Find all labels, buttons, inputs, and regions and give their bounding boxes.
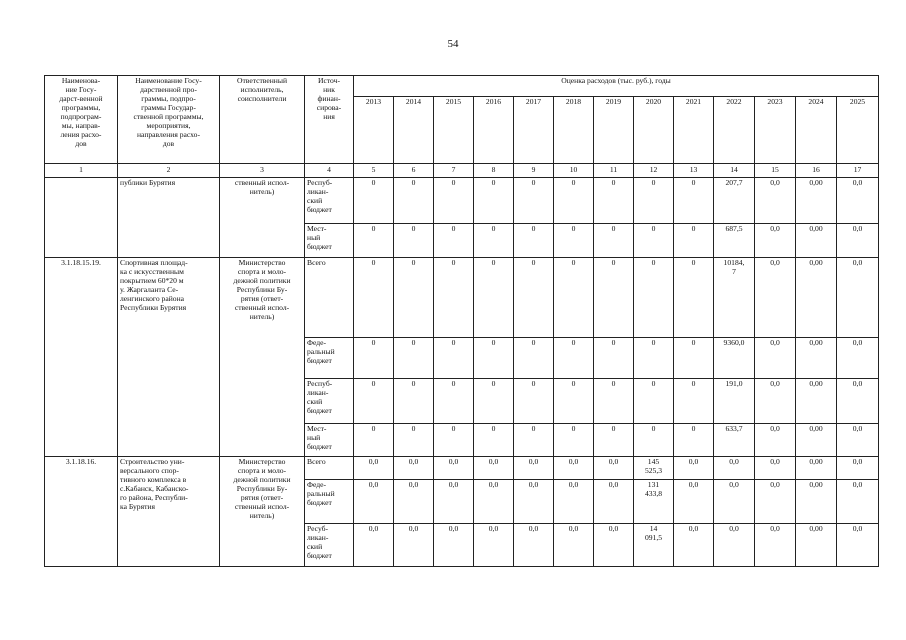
expense-value: 0	[554, 178, 594, 224]
expense-value: 0	[514, 338, 554, 379]
column-number: 10	[554, 164, 594, 178]
expense-value: 0,0	[837, 224, 879, 258]
expense-value: 0,0	[714, 457, 755, 480]
row-funding-source: Респуб- ликан- ский бюджет	[305, 379, 354, 424]
column-number: 2	[118, 164, 220, 178]
column-number: 14	[714, 164, 755, 178]
expense-value: 207,7	[714, 178, 755, 224]
table-row	[45, 258, 879, 338]
expense-value: 0,0	[434, 480, 474, 524]
column-number: 16	[796, 164, 837, 178]
expense-value: 0	[514, 258, 554, 338]
expense-value: 0	[634, 258, 674, 338]
expense-value: 0	[434, 178, 474, 224]
table-row	[45, 178, 879, 224]
expense-value: 0,0	[514, 457, 554, 480]
expense-value: 0,0	[594, 457, 634, 480]
expense-value: 0,0	[837, 424, 879, 457]
expense-value: 0	[514, 178, 554, 224]
expense-value: 9360,0	[714, 338, 755, 379]
column-number-row	[45, 164, 879, 178]
expense-value: 0	[434, 338, 474, 379]
expense-value: 0,0	[474, 457, 514, 480]
expense-value: 0	[394, 379, 434, 424]
row-measure-name: Спортивная площад- ка с искусственным покрытием 60*20 м у. Жаргаланта Се- ленгинского района Республики Бурятия	[118, 258, 220, 457]
expense-value: 0,0	[434, 457, 474, 480]
row-funding-source: Респуб- ликан- ский бюджет	[305, 178, 354, 224]
column-number: 15	[755, 164, 796, 178]
expense-value: 0	[674, 379, 714, 424]
row-measure-name: публики Бурятия	[118, 178, 220, 258]
column-number: 6	[394, 164, 434, 178]
page-number: 54	[447, 38, 459, 50]
expense-value: 0	[354, 338, 394, 379]
expense-value: 0	[634, 178, 674, 224]
budget-table	[44, 75, 879, 567]
row-code: 3.1.18.15.19.	[45, 258, 118, 457]
expense-value: 0,00	[796, 379, 837, 424]
expense-value: 0	[674, 424, 714, 457]
expense-value: 0	[394, 338, 434, 379]
expense-value: 0	[434, 379, 474, 424]
expense-value: 0	[674, 338, 714, 379]
expense-value: 0	[594, 424, 634, 457]
row-funding-source: Феде- ральный бюджет	[305, 480, 354, 524]
header-year: 2025	[837, 97, 879, 164]
header-year: 2019	[594, 97, 634, 164]
expense-value: 0,0	[837, 258, 879, 338]
header-year: 2021	[674, 97, 714, 164]
expense-value: 0	[674, 178, 714, 224]
expense-value: 633,7	[714, 424, 755, 457]
expense-value: 0	[434, 258, 474, 338]
column-number: 4	[305, 164, 354, 178]
expense-value: 0,0	[674, 524, 714, 567]
expense-value: 0	[474, 338, 514, 379]
expense-value: 0,0	[594, 524, 634, 567]
expense-value: 0,0	[474, 480, 514, 524]
expense-value: 0,0	[837, 338, 879, 379]
expense-value: 0,0	[755, 424, 796, 457]
column-number: 17	[837, 164, 879, 178]
row-funding-source: Всего	[305, 457, 354, 480]
expense-value: 0,0	[755, 178, 796, 224]
column-number: 7	[434, 164, 474, 178]
expense-value: 0,0	[837, 178, 879, 224]
expense-value: 0	[514, 224, 554, 258]
expense-value: 0	[474, 178, 514, 224]
row-executor: Министерство спорта и моло- дежной политики Республики Бу- рятия (ответ- ственный испол- нитель)	[220, 258, 305, 457]
expense-value: 0,0	[755, 224, 796, 258]
expense-value: 0	[354, 178, 394, 224]
header-estimate: Оценка расходов (тыс. руб.), годы	[354, 76, 879, 97]
expense-value: 0	[394, 178, 434, 224]
row-measure-name: Строительство уни- версального спор- тивного комплекса в с.Кабанск, Кабанско- го района, Республи- ка Бурятия	[118, 457, 220, 567]
expense-value: 0,0	[354, 480, 394, 524]
expense-value: 0,0	[837, 524, 879, 567]
row-funding-source: Всего	[305, 258, 354, 338]
expense-value: 0	[394, 224, 434, 258]
expense-value: 0	[554, 379, 594, 424]
row-funding-source: Ресуб- ликан- ский бюджет	[305, 524, 354, 567]
expense-value: 0,0	[755, 524, 796, 567]
expense-value: 0	[434, 424, 474, 457]
expense-value: 145 525,3	[634, 457, 674, 480]
expense-value: 0	[634, 424, 674, 457]
expense-value: 14 091,5	[634, 524, 674, 567]
expense-value: 0,0	[837, 457, 879, 480]
expense-value: 0	[554, 424, 594, 457]
header-year: 2016	[474, 97, 514, 164]
expense-value: 0	[674, 258, 714, 338]
column-number: 13	[674, 164, 714, 178]
expense-value: 0,0	[554, 457, 594, 480]
row-executor: Министерство спорта и моло- дежной политики Республики Бу- рятия (ответ- ственный испол- нитель)	[220, 457, 305, 567]
expense-value: 0,0	[354, 524, 394, 567]
expense-value: 10184, 7	[714, 258, 755, 338]
expense-value: 0,0	[394, 524, 434, 567]
row-code: 3.1.18.16.	[45, 457, 118, 567]
expense-value: 0	[594, 379, 634, 424]
expense-value: 0	[354, 424, 394, 457]
table-row	[45, 457, 879, 480]
expense-value: 0	[634, 224, 674, 258]
expense-value: 0,0	[474, 524, 514, 567]
expense-value: 0,0	[394, 480, 434, 524]
row-executor: ственный испол- нитель)	[220, 178, 305, 258]
expense-value: 0,0	[755, 379, 796, 424]
expense-value: 0	[434, 224, 474, 258]
header-year: 2014	[394, 97, 434, 164]
expense-value: 131 433,8	[634, 480, 674, 524]
expense-value: 0,0	[755, 338, 796, 379]
header-funding-source: Источ- ник финан- сирова- ния	[305, 76, 354, 164]
expense-value: 0	[394, 424, 434, 457]
column-number: 9	[514, 164, 554, 178]
expense-value: 0	[554, 258, 594, 338]
expense-value: 0,00	[796, 338, 837, 379]
expense-value: 0	[474, 379, 514, 424]
header-year: 2013	[354, 97, 394, 164]
header-year: 2017	[514, 97, 554, 164]
column-number: 5	[354, 164, 394, 178]
header-year: 2018	[554, 97, 594, 164]
row-funding-source: Феде- ральный бюджет	[305, 338, 354, 379]
expense-value: 0	[594, 258, 634, 338]
expense-value: 0	[634, 338, 674, 379]
expense-value: 0	[514, 379, 554, 424]
expense-value: 0	[354, 258, 394, 338]
expense-value: 191,0	[714, 379, 755, 424]
expense-value: 0,0	[714, 524, 755, 567]
header-year: 2020	[634, 97, 674, 164]
expense-value: 0	[474, 224, 514, 258]
expense-value: 0,00	[796, 457, 837, 480]
expense-value: 0,0	[594, 480, 634, 524]
expense-value: 0	[554, 224, 594, 258]
expense-value: 0,0	[554, 480, 594, 524]
expense-value: 0	[554, 338, 594, 379]
header-executor: Ответственный исполнитель, соисполнители	[220, 76, 305, 164]
expense-value: 0	[594, 224, 634, 258]
row-funding-source: Мест- ный бюджет	[305, 224, 354, 258]
expense-value: 0,0	[755, 457, 796, 480]
header-year: 2024	[796, 97, 837, 164]
expense-value: 0,0	[714, 480, 755, 524]
column-number: 3	[220, 164, 305, 178]
expense-value: 0,00	[796, 178, 837, 224]
header-measure-name: Наименование Госу- дарственной про- граммы, подпро- граммы Государ- ственной программы, мероприятия, направления расхо- дов	[118, 76, 220, 164]
header-program-name: Наименова- ние Госу- дарст-венной программы, подпрограм- мы, направ- ления расхо- дов	[45, 76, 118, 164]
row-funding-source: Мест- ный бюджет	[305, 424, 354, 457]
expense-value: 0,00	[796, 258, 837, 338]
expense-value: 0,0	[837, 379, 879, 424]
header-year: 2022	[714, 97, 755, 164]
row-code	[45, 178, 118, 258]
expense-value: 0,00	[796, 524, 837, 567]
expense-value: 0	[634, 379, 674, 424]
expense-value: 0	[394, 258, 434, 338]
column-number: 1	[45, 164, 118, 178]
expense-value: 0,0	[837, 480, 879, 524]
expense-value: 0	[514, 424, 554, 457]
expense-value: 0	[594, 338, 634, 379]
column-number: 8	[474, 164, 514, 178]
expense-value: 0	[594, 178, 634, 224]
column-number: 12	[634, 164, 674, 178]
expense-value: 0,0	[514, 524, 554, 567]
expense-value: 0,00	[796, 480, 837, 524]
expense-value: 0	[474, 424, 514, 457]
expense-value: 0,0	[755, 258, 796, 338]
expense-value: 0,00	[796, 224, 837, 258]
expense-value: 0,0	[354, 457, 394, 480]
expense-value: 687,5	[714, 224, 755, 258]
expense-value: 0,0	[394, 457, 434, 480]
expense-value: 0,0	[554, 524, 594, 567]
expense-value: 0,0	[434, 524, 474, 567]
expense-value: 0	[354, 224, 394, 258]
header-year: 2023	[755, 97, 796, 164]
expense-value: 0,00	[796, 424, 837, 457]
expense-value: 0,0	[674, 457, 714, 480]
expense-value: 0	[674, 224, 714, 258]
expense-value: 0	[354, 379, 394, 424]
expense-value: 0,0	[674, 480, 714, 524]
header-year: 2015	[434, 97, 474, 164]
expense-value: 0,0	[755, 480, 796, 524]
column-number: 11	[594, 164, 634, 178]
expense-value: 0,0	[514, 480, 554, 524]
expense-value: 0	[474, 258, 514, 338]
